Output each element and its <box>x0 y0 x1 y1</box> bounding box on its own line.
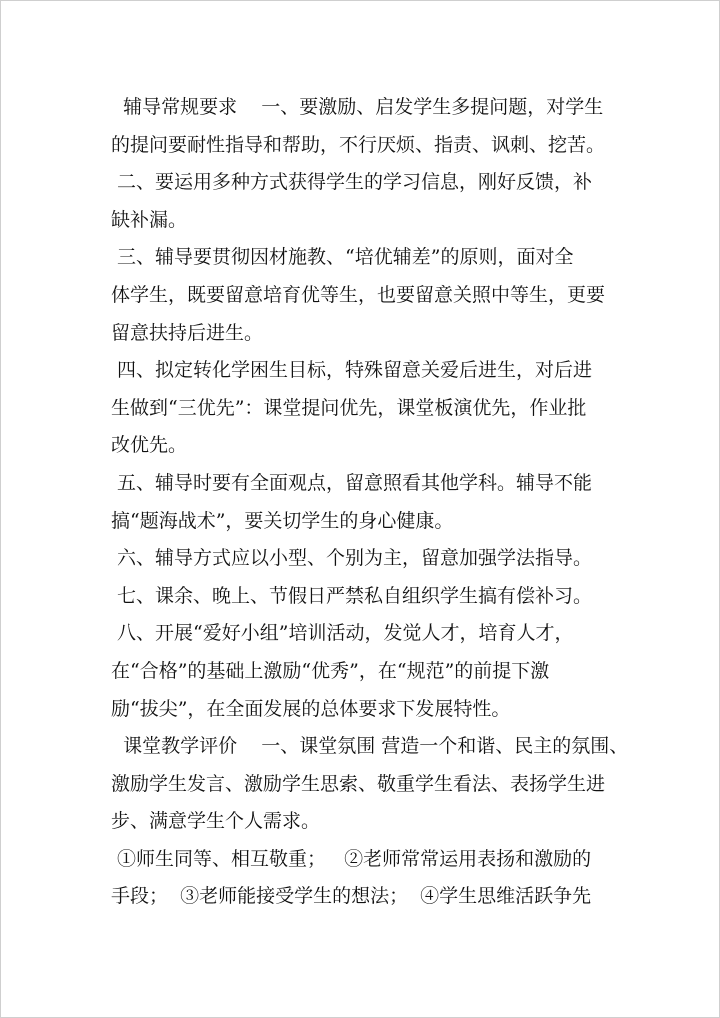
text-line: 三、辅导要贯彻因材施教、“培优辅差”的原则，面对全 <box>111 246 574 269</box>
text-line: 课堂教学评价 一、课堂氛围 营造一个和谐、民主的氛围、 <box>111 735 629 758</box>
text-line: 五、辅导时要有全面观点，留意照看其他学科。辅导不能 <box>111 471 593 494</box>
text-line: 二、要运用多种方式获得学生的学习信息，刚好反馈，补 <box>111 171 593 194</box>
text-line: 留意扶持后进生。 <box>111 321 264 344</box>
text-line: 四、拟定转化学困生目标，特殊留意关爱后进生，对后进 <box>111 359 593 382</box>
text-line: 七、课余、晚上、节假日严禁私自组织学生搞有偿补习。 <box>111 584 593 607</box>
text-line: 体学生，既要留意培育优等生，也要留意关照中等生，更要 <box>111 283 606 306</box>
text-line: 步、满意学生个人需求。 <box>111 810 321 833</box>
text-line: 励“拔尖”，在全面发展的总体要求下发展特性。 <box>111 697 511 720</box>
document-body <box>111 89 629 916</box>
text-line: 手段； ③老师能接受学生的想法； ④学生思维活跃争先 <box>111 885 592 908</box>
text-line: 六、辅导方式应以小型、个别为主，留意加强学法指导。 <box>111 547 593 570</box>
text-line: 生做到“三优先”：课堂提问优先，课堂板演优先，作业批 <box>111 396 587 419</box>
text-line: 在“合格”的基础上激励“优秀”，在“规范”的前提下激 <box>111 659 550 682</box>
text-line: 的提问要耐性指导和帮助，不行厌烦、指责、讽刺、挖苦。 <box>111 133 606 156</box>
text-line: 缺补漏。 <box>111 208 188 231</box>
text-line: 改优先。 <box>111 434 188 457</box>
text-line: 搞“题海战术”，要关切学生的身心健康。 <box>111 509 454 532</box>
text-line: 激励学生发言、激励学生思索、敬重学生看法、表扬学生进 <box>111 772 606 795</box>
text-line: 八、开展“爱好小组”培训活动，发觉人才，培育人才， <box>111 622 574 645</box>
text-line: ①师生同等、相互敬重； ②老师常常运用表扬和激励的 <box>111 847 592 870</box>
text-line: 辅导常规要求 一、要激励、启发学生多提问题，对学生 <box>111 96 604 118</box>
